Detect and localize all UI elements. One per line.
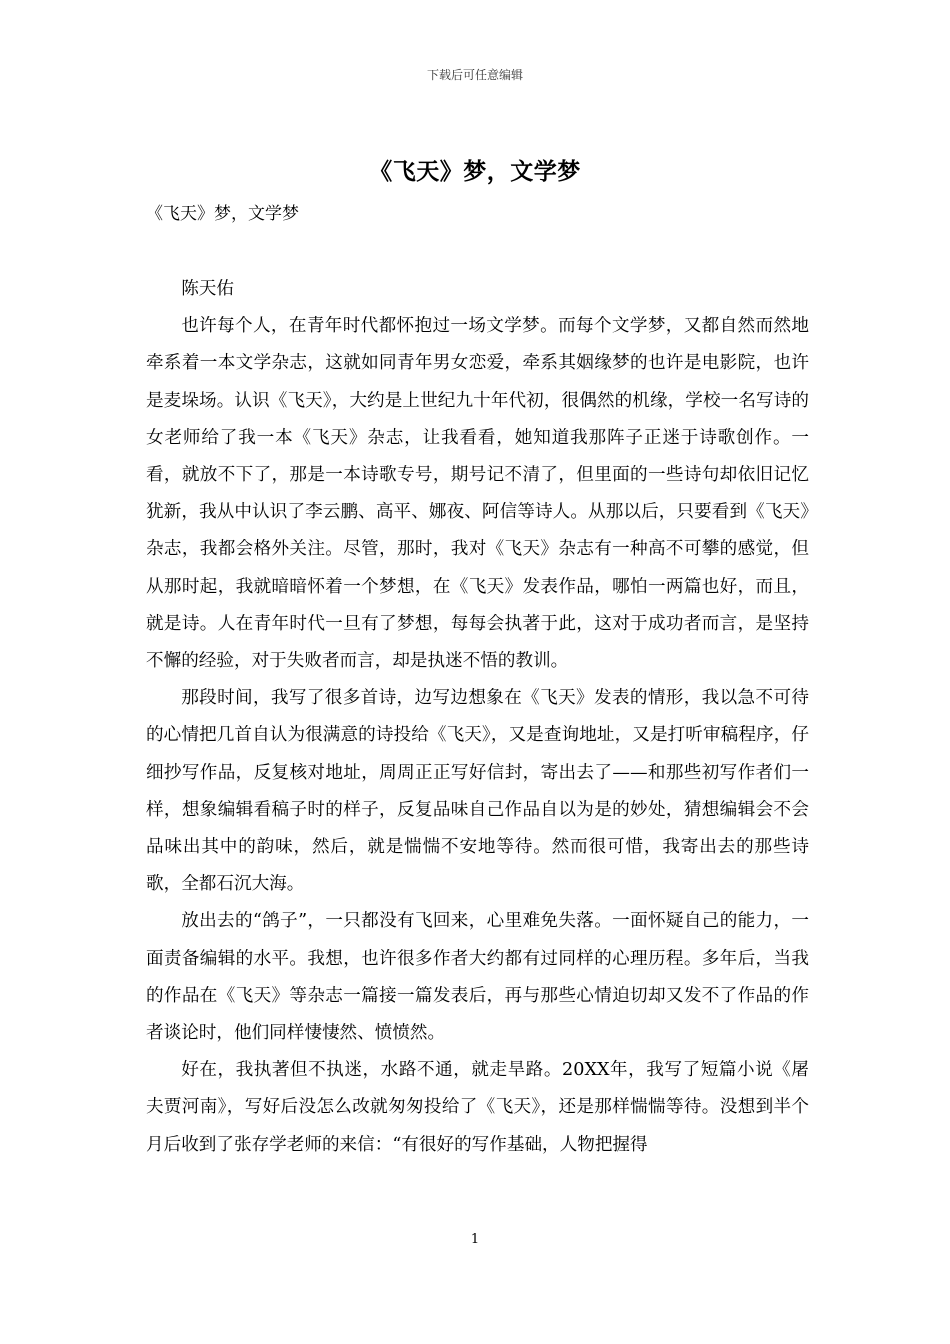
document-subtitle: 《飞天》梦，文学梦 [146,204,299,224]
header-note: 下载后可任意编辑 [426,68,523,82]
author-name: 陈天佑 [181,279,234,299]
document-title: 《飞天》梦，文学梦 [369,158,581,185]
document-body [146,271,809,1164]
paragraph-1: 也许每个人，在青年时代都怀抱过一场文学梦。而每个文学梦，又都自然而然地牵系着一本文学杂志，这就如同青年男女恋爱，牵系其姻缘梦的也许是电影院，也许是麦垛场。认识《飞天》，大约是上世纪九十年代初，很偶然的机缘，学校一名写诗的女老师给了我一本《飞天》杂志，让我看看，她知道我那阵子正迷于诗歌创作。一看，就放不下了，那是一本诗歌专号，期号记不清了，但里面的一些诗句却依旧记忆犹新，我从中认识了李云鹏、高平、娜夜、阿信等诗人。从那以后，只要看到《飞天》杂志，我都会格外关注。尽管，那时，我对《飞天》杂志有一种高不可攀的感觉，但从那时起，我就暗暗怀着一个梦想，在《飞天》发表作品，哪怕一两篇也好，而且，就是诗。人在青年时代一旦有了梦想，每每会执著于此，这对于成功者而言，是坚持不懈的经验，对于失败者而言，却是执迷不悟的教训。 [146,316,809,672]
paragraph-2: 那段时间，我写了很多首诗，边写边想象在《飞天》发表的情形，我以急不可待的心情把几首自认为很满意的诗投给《飞天》，又是查询地址，又是打听审稿程序，仔细抄写作品，反复核对地址，周周正正写好信封，寄出去了——和那些初写作者们一样，想象编辑看稿子时的样子，反复品味自己作品自以为是的妙处，猜想编辑会不会品味出其中的韵味，然后，就是惴惴不安地等待。然而很可惜，我寄出去的那些诗歌，全都石沉大海。 [146,688,809,895]
paragraph-4: 好在，我执著但不执迷，水路不通，就走旱路。20XX年，我写了短篇小说《屠夫贾河南》，写好后没怎么改就匆匆投给了《飞天》，还是那样惴惴等待。没想到半个月后收到了张存学老师的来信：“有很好的写作基础，人物把握得 [146,1060,809,1155]
page-number: 1 [470,1232,480,1247]
paragraph-3: 放出去的“鸽子”，一只都没有飞回来，心里难免失落。一面怀疑自己的能力，一面责备编辑的水平。我想，也许很多作者大约都有过同样的心理历程。多年后，当我的作品在《飞天》等杂志一篇接一篇发表后，再与那些心情迫切却又发不了作品的作者谈论时，他们同样悽悽然、愤愤然。 [146,911,809,1044]
